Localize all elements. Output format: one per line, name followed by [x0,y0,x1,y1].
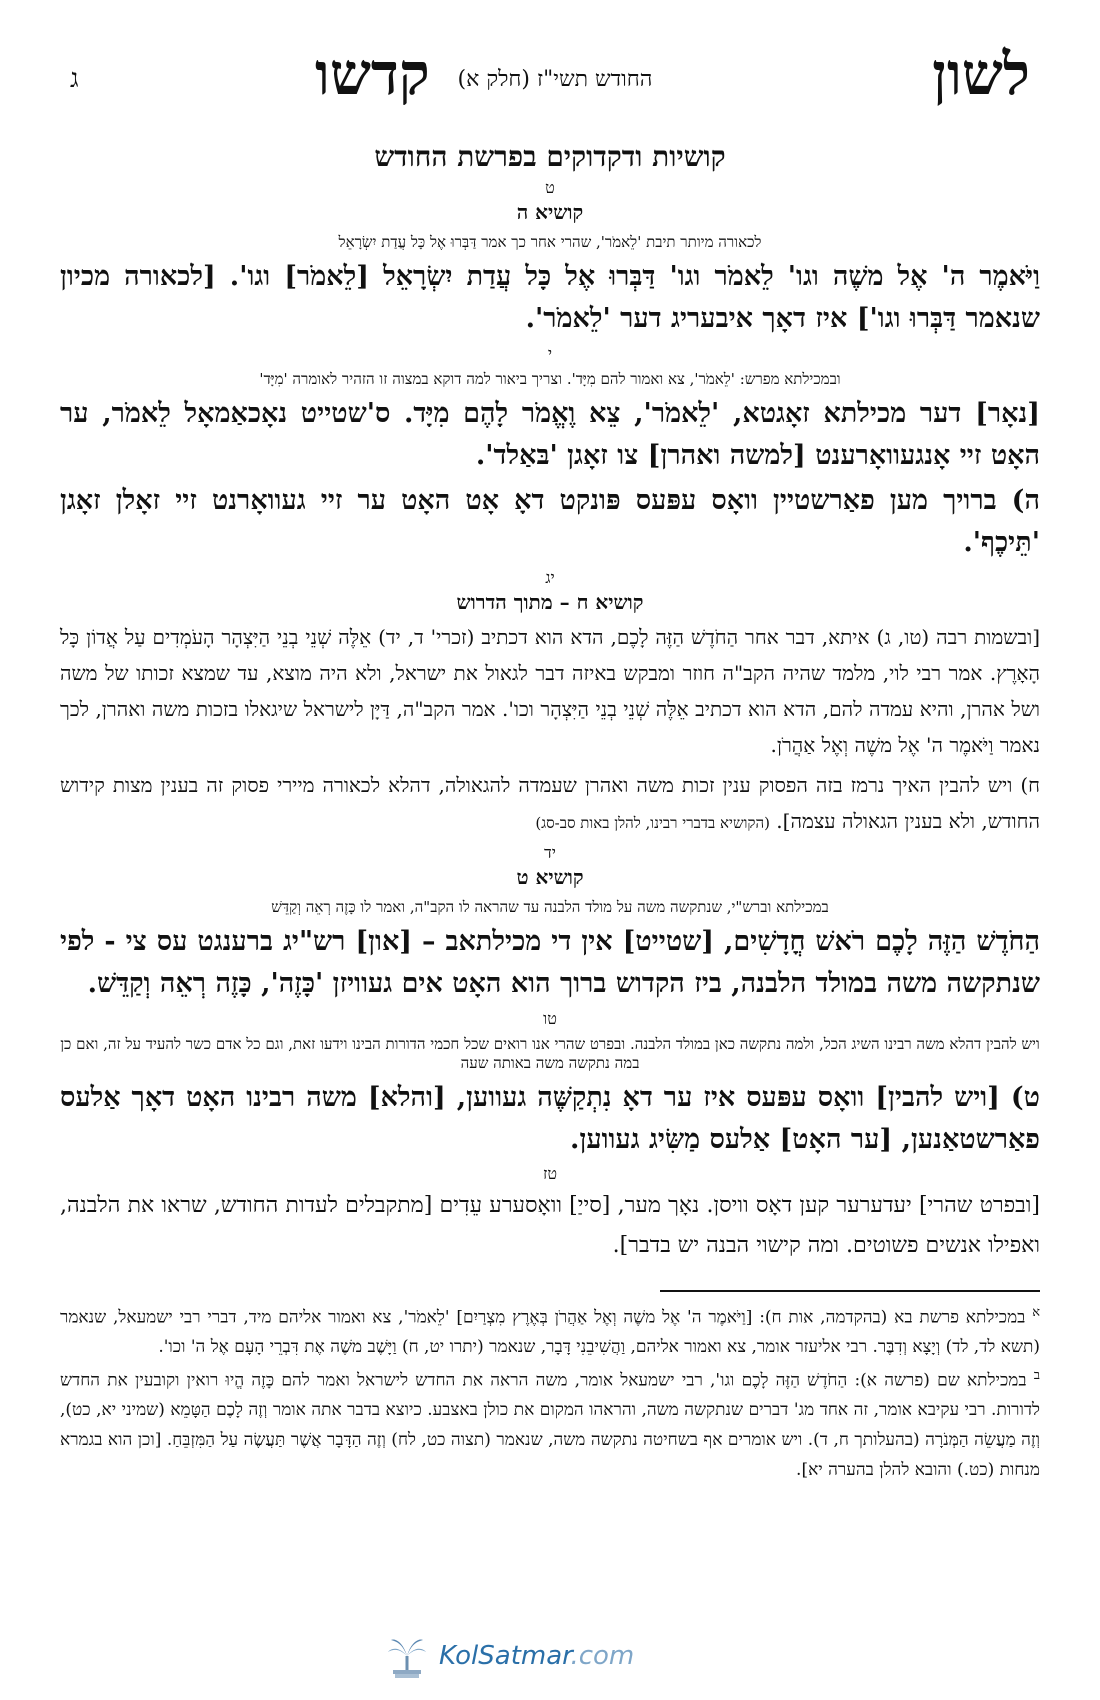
footnote-mark: א [1032,1304,1040,1320]
page-header [60,40,1040,130]
section-number: ט [545,178,555,197]
section-number: י [547,343,553,363]
section-text: וַיֹּאמֶר ה' אֶל משֶׁה וגו' לֵאמֹר וגו' דַּבְּרוּ אֶל כָּל עֲדַת יִשְׂרָאֵל [לֵאמֹר] וגו'. [לכאורה מכיון שנאמר דַּבְּרוּ וגו'] איז דאָך איבעריג דער 'לֵאמֹר'. [60,261,1040,334]
footnote-text: במכילתא שם (פרשה א): הַחֹדֶשׁ הַזֶּה לָכֶם וגו', רבי ישמעאל אומר, משה הראה את החדש לישראל ואמר להם כָּזֶה הֱיוּ רואין וקובעין את החדש לדורות. רבי עקיבא אומר, זה אחד מג' דברים שנתקשה משה, והראהו המקום את כולן באצבע. כיוצא בדבר אתה אומר וְזֶה לָכֶם הַטָּמֵא (שמיני יא, כט), וְזֶה מַעֲשֵׂה הַמְּנֹרָה (בהעלותך ח, ד). ויש אומרים אף בשחיטה נתקשה משה, שנאמר (תצוה כט, לח) וְזֶה הַדָּבָר אֲשֶׁר תַּעֲשֶׂה עַל הַמִּזְבֵּחַ. [וכן הוא בגמרא מנחות (כט.) והובא להלן בהערה יא]. [60,1370,1040,1480]
section-text: [נאָר] דער מכילתא זאָגטא, 'לֵאמֹר', צֵא וֶאֱמֹר לָהֶם מִיָּד. ס'שטייט נאָכאַמאָל לֵאמֹר, ער האָט זיי אָנגעוואָרענט [למשה ואהרן] צו זאָגן 'בּאַלד'. [60,397,1040,471]
section-number: טז [542,1164,558,1184]
section-note: במכילתא וברש"י, שנתקשה משה על מולד הלבנה עד שהראה לו הקב"ה, ואמר לו כָּזֶה רְאֵה וְקַדֵּשׁ [271,898,829,917]
page-title: קושיות ודקדוקים בפרשת החודש [374,140,726,173]
section-note: לכאורה מיותר תיבת 'לֵאמֹר', שהרי אחר כך אמר דַּבְּרוּ אֶל כָּל עֲדַת יִשְׂרָאֵל [338,233,762,251]
section-text: ה) ברויך מען פאַרשטיין וואָס עפּעס פּונקט דאָ אָט האָט ער זיי געוואָרנט זיי זאָלן זאָגן 'תֵּיכֶף'. [60,485,1040,559]
section-text: [ובפרט שהרי] יעדערער קען דאָס וויסן. נאָך מער, [סייַ] וואָסערע עֵדִים [מתקבלים לעדות החודש, שראו את הלבנה, ואפילו אנשים פשוטים. ומה קישוי הבנה יש בדבר]. [60,1193,1040,1259]
section-note: ובמכילתא מפרש: 'לֵאמֹר', צא ואמור להם מִיָּד'. וצריך ביאור למה דוקא במצוה זו הזהיר לאומרה 'מִיָּד' [259,369,841,388]
brand-title-left: קדשו [315,40,430,108]
page-number: ג [70,64,79,94]
watermark-text [439,1641,634,1671]
section-text: ט) [ויש להבין] וואָס עפּעס איז ער דאָ נִתְקַשֶּׁה געווען, [והלא] משה רבינו האָט דאָך אַלעס פאַרשטאַנען, [ער האָט] אַלעס מַשִּׂיג געווען. [60,1081,1040,1155]
footnote-text: במכילתא פרשת בא (בהקדמה, אות ח): [וַיֹּאמֶר ה' אֶל משֶׁה וְאֶל אַהֲרֹן בְּאֶרֶץ מִצְרַיִם] 'לֵאמֹר', צא ואמור אליהם מיד, דברי רבי ישמעאל, שנאמר (תשא לד, לד) וְיָצָא וְדִבֶּר. רבי אליעזר אומר, צא ואמור אליהם, וַהֲשִׁיבֵנִי דָּבָר, שנאמר (יתרו יט, ח) וַיָּשֶׁב משֶׁה אֶת דִּבְרֵי הָעָם אֶל ה' וכו'. [60,1307,1040,1358]
section-heading: קושיא ט [516,865,584,890]
section-note: ויש להבין דהלא משה רבינו השיג הכל, ולמה נתקשה כאן במולד הלבנה. ובפרט שהרי אנו רואים שכל חכמי הדורות הבינו וידעו זאת, וגם כל אדם כשר להעיד על זה, ואם כן במה נתקשה משה באותה שעה [60,1034,1040,1072]
watermark [385,1630,665,1682]
section-number: יד [544,843,556,863]
section-number: יג [545,568,555,588]
watermark-suffix: .com [570,1641,635,1671]
section-number: טו [543,1008,557,1028]
footnote-divider [660,1290,1040,1292]
section-text: [ובשמות רבה (טו, ג) איתא, דבר אחר הַחֹדֶשׁ הַזֶּה לָכֶם, הדא הוא דכתיב (זכרי' ד, יד) אֵלֶּה שְׁנֵי בְנֵי הַיִּצְהָר הָעֹמְדִים עַל אֲדוֹן כָּל הָאָרֶץ. אמר רבי לוי, מלמד שהיה הקב"ה חוזר ומבקש באיזה דבר לגאול את ישראל, ולא היה מוצא, עד שמצא זכותו של משה ושל אהרן, והיא עמדה להם, הדא הוא דכתיב אֵלֶּה שְׁנֵי בְנֵי הַיִּצְהָר וכו'. אמר הקב"ה, דַּיָּן לישראל שיגאלו בזכות משה ואהרן, לכך נאמר וַיֹּאמֶר ה' אֶל משֶׁה וְאֶל אַהֲרֹן. [60,625,1041,758]
brand-title-right: לשון [932,40,1030,108]
palm-tree-books-icon [385,1632,429,1680]
section-heading: קושיא ה [516,200,584,224]
section-text [60,767,1040,839]
document-page [60,40,1040,1680]
watermark-name: KolSatmar [439,1641,571,1671]
footnote [60,1365,1040,1486]
section-text: הַחֹדֶשׁ הַזֶּה לָכֶם רֹאשׁ חֳדָשִׁים, [שטייט] אין די מכילתאב – [און] רש"יג ברענגט עס צי - לפי שנתקשה משה במולד הלבנה, ביז הקדוש ברוך הוא האָט אים געוויזן 'כָּזֶה', כָּזֶה רְאֵה וְקַדֵּשׁ. [60,926,1040,999]
issue-subtitle: החודש תשי"ז (חלק א) [457,67,653,92]
footnote [60,1302,1040,1363]
section-text-ref: (הקושיא בדברי רבינו, להלן באות סב-סג) [535,814,770,833]
section-text-main: ח) ויש להבין האיך נרמז בזה הפסוק ענין זכות משה ואהרן שעמדה להגאולה, דהלא לכאורה מיירי פסוק זה בענין מצות קידוש החודש, ולא בענין הגאולה עצמה]. [60,773,1040,834]
footnote-mark: ב [1033,1367,1041,1383]
section-heading: קושיא ח – מתוך הדרוש [456,590,644,615]
